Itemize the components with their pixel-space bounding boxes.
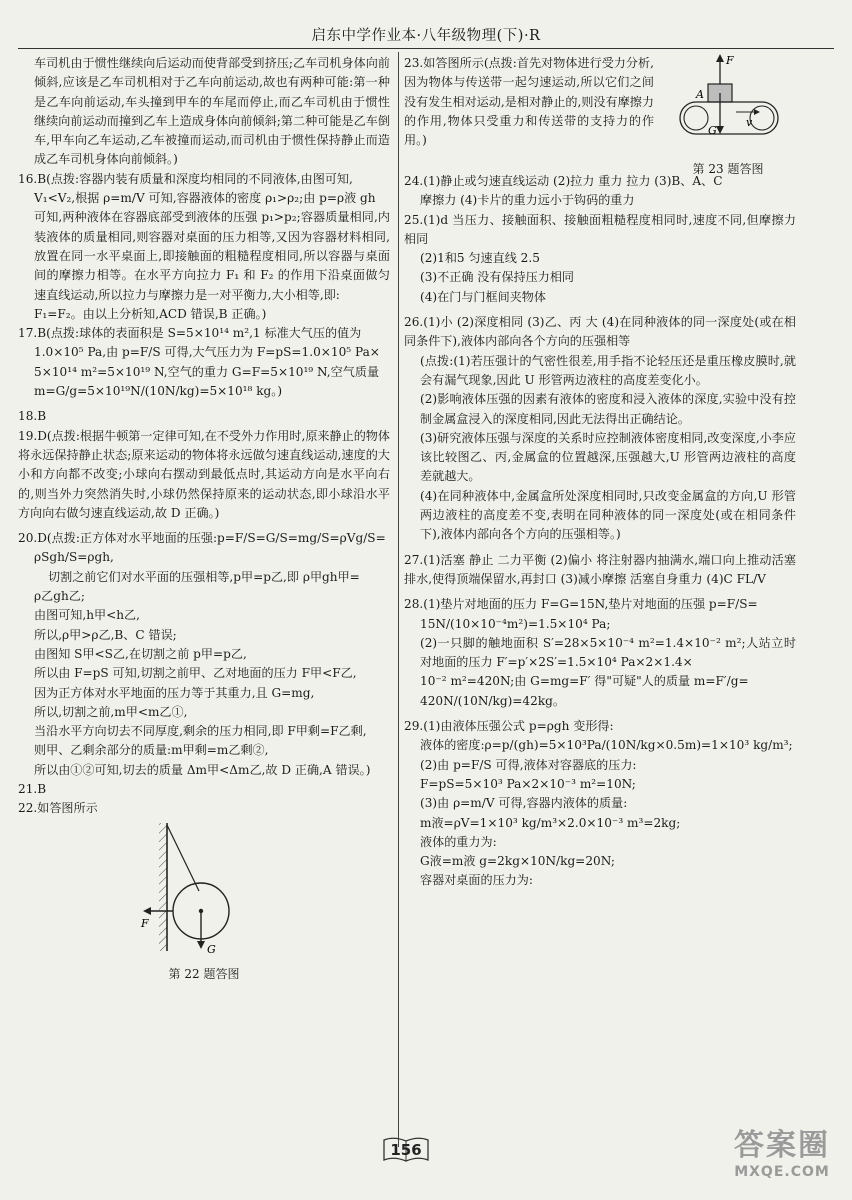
answer-line: 则甲、乙剩余部分的质量:m甲剩=m乙剩②, [34, 743, 269, 758]
answer-line: 20.D(点拨:正方体对水平地面的压强:p=F/S=G/S=mg/S=ρVg/S= [18, 531, 386, 546]
answer-28 [404, 595, 796, 711]
answer-line: 液体的密度:ρ=p/(gh)=5×10³Pa/(10N/kg×0.5m)=1×10³ kg/m³; [420, 738, 793, 753]
answer-line: m液=ρV=1×10³ kg/m³×2.0×10⁻³ m³=2kg; [420, 815, 681, 830]
answer-19 [18, 427, 390, 523]
answer-line: ρ乙gh乙; [34, 589, 85, 604]
answer-line: 27.(1)活塞 静止 二力平衡 (2)偏小 将注射器内抽满水,端口向上推动活塞排水,使得顶端保留水,再封口 (3)减小摩擦 活塞自身重力 (4)C FL/V [404, 552, 796, 586]
gravity-arrowhead [716, 126, 724, 134]
answer-line: (4)在同种液体中,金属盒所处深度相同时,只改变金属盒的方向,U 形管两边液柱的高度差不变,表明在同种液体的同一深度处(或在相同条件下),液体内部向各个方向的压强相等。) [420, 488, 796, 542]
label-v: v [746, 116, 753, 129]
label-f: F [726, 54, 734, 67]
answer-line: 因为正方体对水平地面的压力等于其重力,且 G=mg, [34, 685, 315, 700]
answer-line: 26.(1)小 (2)深度相同 (3)乙、丙 大 (4)在同种液体的同一深度处(或在相同条件下),液体内部向各个方向的压强相等 [404, 315, 796, 349]
answer-line: 切割之前它们对水平面的压强相等,p甲=p乙,即 ρ甲gh甲= [48, 569, 360, 584]
answer-22: 22.如答图所示 [18, 801, 98, 816]
left-column [18, 54, 390, 984]
answer-line: (2)一只脚的触地面积 S′=28×5×10⁻⁴ m²=1.4×10⁻² m²;人站立时对地面的压力 F′=p′×2S′=1.5×10⁴ Pa×2×1.4× [420, 635, 796, 670]
figure-22-caption: 第 22 题答图 [168, 966, 240, 981]
answer-line: 15N/(10×10⁻⁴m²)=1.5×10⁴ Pa; [420, 616, 611, 631]
answer-line: 17.B(点拨:球体的表面积是 S=5×10¹⁴ m²,1 标准大气压的值为 [18, 326, 362, 341]
answer-line: (2)1和5 匀速直线 2.5 [420, 251, 540, 266]
answer-line: (4)在门与门框间夹物体 [420, 289, 546, 304]
force-label: F [141, 916, 149, 930]
label-g: G [708, 124, 717, 137]
answer-line: 所以,ρ甲>ρ乙,B、C 错误; [34, 627, 177, 642]
gravity-label: G [207, 942, 216, 956]
answer-29 [404, 717, 796, 891]
answer-15-continued [18, 54, 390, 170]
column-divider [398, 52, 399, 1147]
answer-20 [18, 529, 390, 780]
answer-line: 24.(1)静止或匀速直线运动 (2)拉力 重力 拉力 (3)B、A、C [404, 174, 723, 188]
page-number-text: 156 [390, 1141, 422, 1159]
page-number [382, 1136, 430, 1164]
answer-line: 10⁻² m²=420N;由 G=mg=F′ 得"可疑"人的质量 m=F′/g= [420, 674, 749, 689]
answer-line: 容器对桌面的压力为: [420, 873, 533, 888]
answer-line: G液=m液 g=2kg×10N/kg=20N; [420, 854, 615, 869]
answer-line: 车司机由于惯性继续向后运动而使背部受到挤压;乙车司机身体向前倾斜,应该是乙车司机相对于乙车向前运动,故也有两种可能:第一种是乙车向前运动,车头撞到甲车的车尾而停止,而乙车司机由于惯性继续向前运动而撞到乙车上造成身体向前倾斜;第二种可能是乙车倒车,甲车向乙车运动,乙车被撞而运动,而司机由于惯性保持静止而造成乙车司机身体向前倾斜。) [34, 56, 390, 167]
answer-line: 16.B(点拨:容器内装有质量和深度均相同的不同液体,由图可知, [18, 171, 353, 186]
right-column [404, 54, 796, 891]
answer-21: 21.B [18, 781, 47, 796]
answer-line: 可知,两种液体在容器底部受到液体的压强 p₁>p₂;容器质量相同,内装液体的质量相同,则容器对桌面的压力相等,又因为容器材料相同,放置在同一水平桌面上,即接触面的粗糙程度相同,所以容器与桌面间的摩擦力相等。在水平方向拉力 F₁ 和 F₂ 的作用下沿桌面做匀速直线运动,所以拉力与摩擦力是一对平衡力,大小相等,即: [34, 210, 390, 302]
force-arrowhead [143, 907, 151, 915]
answer-line: 由图可知,h甲<h乙, [34, 608, 140, 623]
answer-line: (3)不正确 没有保持压力相同 [420, 270, 575, 285]
answer-line: 摩擦力 (4)卡片的重力远小于钩码的重力 [420, 193, 635, 208]
answer-line: (2)影响液体压强的因素有液体的密度和浸入液体的深度,实验中没有控制金属盒浸入的深度相同,因此无法得出正确结论。 [420, 392, 796, 426]
wall-hatching [159, 823, 167, 951]
answer-line: 当沿水平方向切去不同厚度,剩余的压力相同,即 F甲剩=F乙剩, [34, 724, 367, 739]
answer-18: 18.B [18, 409, 47, 424]
answer-line: 5×10¹⁴ m²=5×10¹⁹ N,空气的重力 G=F=5×10¹⁹ N,空气质量 [34, 364, 380, 379]
label-a: A [696, 88, 704, 101]
figure-22-diagram [139, 819, 269, 957]
answer-line: m=G/g=5×10¹⁹N/(10N/kg)=5×10¹⁸ kg。) [34, 384, 283, 399]
answer-line: (2)由 p=F/S 可得,液体对容器底的压力: [420, 757, 637, 772]
answer-line: 1.0×10⁵ Pa,由 p=F/S 可得,大气压力为 F=pS=1.0×10⁵ Pa× [34, 345, 380, 360]
answer-line: 420N/(10N/kg)=42kg。 [420, 693, 565, 708]
answer-line: 29.(1)由液体压强公式 p=ρgh 变形得: [404, 719, 614, 734]
answer-25 [404, 211, 796, 307]
answer-line: 由图知 S甲<S乙,在切割之前 p甲=p乙, [34, 646, 247, 661]
answer-line: 所以,切割之前,m甲<m乙①, [34, 704, 188, 719]
answer-23 [404, 54, 796, 177]
answer-line: 25.(1)d 当压力、接触面积、接触面粗糙程度相同时,速度不同,但摩擦力相同 [404, 212, 796, 246]
answer-line: 所以由①②可知,切去的质量 Δm甲<Δm乙,故 D 正确,A 错误。) [34, 762, 371, 777]
answer-23-text [404, 54, 654, 150]
figure-22 [18, 819, 390, 985]
answer-line: 液体的重力为: [420, 834, 497, 849]
answer-line: ρSgh/S=ρgh, [34, 550, 114, 565]
conveyor-belt [680, 102, 778, 134]
answer-26 [404, 313, 796, 545]
gravity-arrowhead [197, 941, 205, 949]
left-roller [684, 106, 708, 130]
answer-17 [18, 324, 390, 401]
answer-line: F=pS=5×10³ Pa×2×10⁻³ m²=10N; [420, 776, 636, 791]
answer-line: 19.D(点拨:根据牛顿第一定律可知,在不受外力作用时,原来静止的物体将永远保持静止状态;原来运动的物体将永远做匀速直线运动,速度的大小和方向都不改变;小球向右摆动到最低点时,其运动方向是水平向右的,则当外力突然消失时,小球仍然保持原来的运动状态,即小球沿水平方向向右做匀速直线运动,故 D 正确。) [18, 428, 390, 520]
answer-line: 28.(1)垫片对地面的压力 F=G=15N,垫片对地面的压强 p=F/S= [404, 597, 758, 612]
velocity-arrowhead [754, 109, 760, 115]
answer-line: (点拨:(1)若压强计的气密性很差,用手指不论轻压还是重压橡皮膜时,就会有漏气现象,因此 U 形管两边液柱的高度差变化小。 [420, 353, 796, 387]
page-header: 启东中学作业本·八年级物理(下)·R [311, 28, 541, 44]
figure-23 [660, 54, 796, 180]
answer-line: (3)研究液体压强与深度的关系时应控制液体密度相同,改变深度,小李应该比较图乙、丙,金属盒的位置越深,压强越大,U 形管两边液柱的高度差就越大。 [420, 430, 796, 484]
answer-line: V₁<V₂,根据 ρ=m/V 可知,容器液体的密度 ρ₁>ρ₂;由 p=ρ液 gh [34, 191, 376, 206]
answer-line: (3)由 ρ=m/V 可得,容器内液体的质量: [420, 796, 628, 811]
answer-line: 23.如答图所示(点拨:首先对物体进行受力分析,因为物体与传送带一起匀速运动,所以它们之间没有发生相对运动,是相对静止的,则没有摩擦力的作用,物体只受重力和传送带的支持力的作用。) [404, 56, 654, 148]
figure-23-caption: 第 23 题答图 [692, 162, 764, 177]
answer-line: 所以由 F=pS 可知,切割之前甲、乙对地面的压力 F甲<F乙, [34, 666, 357, 681]
answer-16 [18, 170, 390, 324]
watermark-logo: 答案圈 [734, 1128, 830, 1163]
watermark [726, 1128, 838, 1186]
answer-line: F₁=F₂。由以上分析知,ACD 错误,B 正确。) [34, 306, 267, 321]
right-roller [750, 106, 774, 130]
rope-line [167, 825, 199, 891]
watermark-site: MXQE.COM [734, 1164, 830, 1180]
figure-23-diagram [660, 54, 796, 152]
support-force-arrowhead [716, 54, 724, 62]
answer-27 [404, 551, 796, 590]
header-rule [18, 48, 834, 49]
